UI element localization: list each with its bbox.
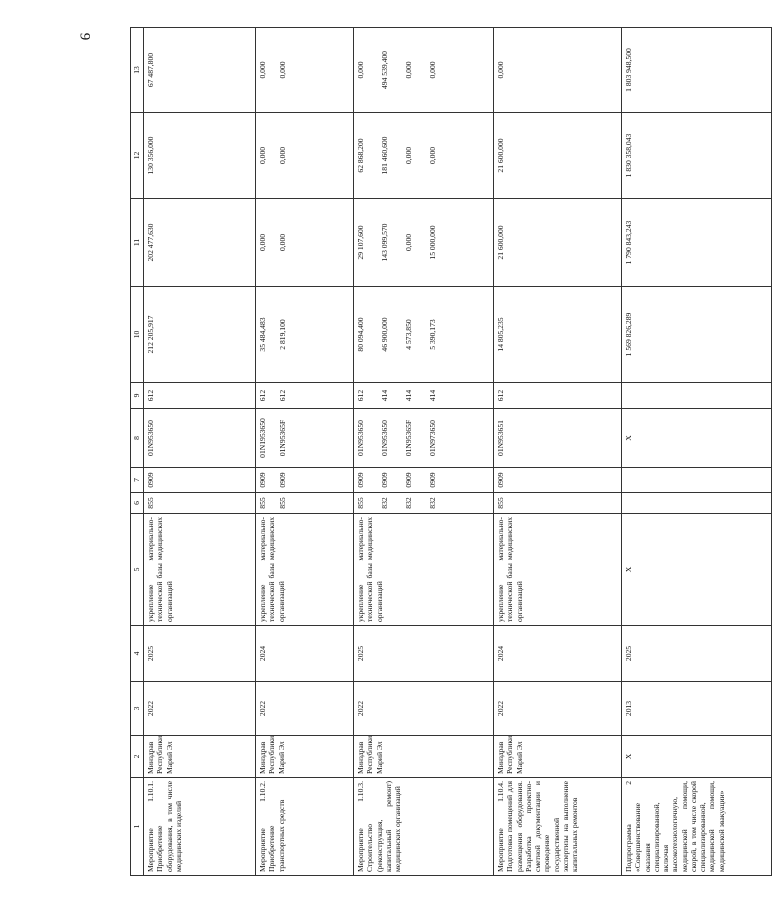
cell-value: 1 803 948,500	[624, 48, 633, 92]
start-year-cell: 2022	[494, 682, 622, 736]
cell-value: 0,000	[428, 146, 437, 165]
activity-name-cell: Подпрограмма 2 «Совершенствование оказания специализированной, включая высокотехнологичную, медицинской помощи, скорой, в том числе скорой специализированной, медицинской помощи, медицинской эвакуации»	[622, 778, 772, 876]
cell-value: 0909	[356, 472, 365, 488]
goal-cell: укрепление материально-технической базы медицинских организаций	[144, 514, 256, 626]
executor-cell: X	[622, 736, 772, 778]
start-year-cell: 2022	[354, 682, 494, 736]
start-year-cell: 2022	[144, 682, 256, 736]
amount-cell	[622, 287, 772, 383]
cell-value: 0909	[496, 472, 505, 488]
amount-cell	[494, 28, 622, 113]
column-header: 9	[131, 383, 144, 409]
amount-cell	[256, 113, 354, 199]
cell-value: 35 484,483	[258, 317, 267, 352]
amount-cell	[494, 113, 622, 199]
cell-value: 14 805,235	[496, 317, 505, 352]
grbs-code-cell	[622, 493, 772, 514]
cell-value: 0,000	[258, 146, 267, 165]
column-header: 11	[131, 199, 144, 287]
table-row	[494, 28, 622, 876]
amount-cell	[256, 28, 354, 113]
cell-value: 01N95365F	[278, 419, 287, 457]
cell-value: 0,000	[496, 61, 505, 79]
cell-value: 1 569 826,289	[624, 312, 633, 357]
cell-value: 01N1953650	[258, 418, 267, 458]
section-code-cell	[354, 468, 494, 493]
goal-cell: укрепление материально-технической базы медицинских организаций	[494, 514, 622, 626]
cell-value: 414	[404, 389, 413, 402]
cell-value: 414	[380, 389, 389, 402]
cell-value: 0,000	[278, 61, 287, 79]
cell-value: 181 460,600	[380, 136, 389, 175]
cell-value: 62 868,200	[356, 138, 365, 173]
header-row	[131, 28, 144, 876]
cell-value: 01N953650	[356, 420, 365, 456]
activity-name-cell: Мероприятие 1.10.1. Приобретение оборудования, в том числе медицинских изделий	[144, 778, 256, 876]
cell-value: 855	[258, 497, 267, 509]
cell-value: 0909	[404, 472, 413, 488]
column-header: 10	[131, 287, 144, 383]
target-article-cell	[144, 409, 256, 468]
cell-value: 855	[356, 497, 365, 509]
cell-value: 0,000	[404, 233, 413, 252]
cell-value: 414	[428, 389, 437, 402]
cell-value: 612	[278, 389, 287, 402]
executor-cell: Минздрав Республики Марий Эл	[354, 736, 494, 778]
target-article-cell	[256, 409, 354, 468]
end-year-cell: 2024	[256, 626, 354, 682]
cell-value: 612	[146, 389, 155, 402]
cell-value: 612	[356, 389, 365, 402]
expense-type-cell	[354, 383, 494, 409]
cell-value: 855	[146, 497, 155, 509]
grbs-code-cell	[494, 493, 622, 514]
cell-value: 01N953650	[146, 420, 155, 456]
cell-value: 855	[496, 497, 505, 509]
cell-value: 143 099,570	[380, 223, 389, 262]
goal-cell: укрепление материально-технической базы медицинских организаций	[256, 514, 354, 626]
cell-value: 2 819,100	[278, 319, 287, 350]
end-year-cell: 2025	[144, 626, 256, 682]
column-header: 7	[131, 468, 144, 493]
amount-cell	[622, 28, 772, 113]
cell-value: 15 000,000	[428, 225, 437, 260]
table-row	[144, 28, 256, 876]
cell-value: 0,000	[428, 61, 437, 79]
cell-value: X	[624, 435, 633, 441]
amount-cell	[354, 113, 494, 199]
cell-value: 202 477,630	[146, 223, 155, 262]
cell-value: 0909	[278, 472, 287, 488]
column-header: 13	[131, 28, 144, 113]
amount-cell	[622, 113, 772, 199]
cell-value: 0,000	[278, 146, 287, 165]
column-header: 4	[131, 626, 144, 682]
cell-value: 494 539,400	[380, 51, 389, 89]
cell-value: 67 487,800	[146, 52, 155, 88]
executor-cell: Минздрав Республики Марий Эл	[256, 736, 354, 778]
amount-cell	[354, 28, 494, 113]
executor-cell: Минздрав Республики Марий Эл	[144, 736, 256, 778]
amount-cell	[144, 113, 256, 199]
cell-value: 0,000	[356, 61, 365, 79]
cell-value: 80 094,400	[356, 317, 365, 352]
cell-value: 1 830 358,043	[624, 133, 633, 178]
amount-cell	[494, 199, 622, 287]
grbs-code-cell	[144, 493, 256, 514]
cell-value: 612	[496, 389, 505, 402]
cell-value: 01N953650	[380, 420, 389, 456]
activity-name-cell: Мероприятие 1.10.2. Приобретение транспортных средств	[256, 778, 354, 876]
cell-value	[624, 386, 644, 405]
grbs-code-cell	[354, 493, 494, 514]
cell-value: 855	[278, 497, 287, 509]
amount-cell	[256, 199, 354, 287]
cell-value: 832	[428, 497, 437, 509]
cell-value	[624, 471, 644, 489]
budget-table	[130, 27, 772, 876]
goal-cell: X	[622, 514, 772, 626]
expense-type-cell	[144, 383, 256, 409]
target-article-cell	[354, 409, 494, 468]
cell-value: 0909	[428, 472, 437, 488]
cell-value: 212 205,917	[146, 315, 155, 354]
activity-name-cell: Мероприятие 1.10.3. Строительство (реконструкция, капитальный ремонт) медицинских организаций	[354, 778, 494, 876]
start-year-cell: 2022	[256, 682, 354, 736]
table-row	[622, 28, 772, 876]
cell-value: 1 790 843,243	[624, 220, 633, 265]
section-code-cell	[256, 468, 354, 493]
amount-cell	[354, 287, 494, 383]
section-code-cell	[622, 468, 772, 493]
cell-value: 0,000	[258, 61, 267, 79]
cell-value: 832	[380, 497, 389, 509]
amount-cell	[494, 287, 622, 383]
column-header: 2	[131, 736, 144, 778]
table-row	[354, 28, 494, 876]
cell-value: 21 600,000	[496, 138, 505, 173]
executor-cell: Минздрав Республики Марий Эл	[494, 736, 622, 778]
start-year-cell: 2013	[622, 682, 772, 736]
end-year-cell: 2025	[354, 626, 494, 682]
amount-cell	[354, 199, 494, 287]
cell-value: 29 107,600	[356, 225, 365, 260]
cell-value: 01N973650	[428, 420, 437, 456]
target-article-cell	[494, 409, 622, 468]
cell-value	[624, 496, 644, 510]
expense-type-cell	[494, 383, 622, 409]
section-code-cell	[494, 468, 622, 493]
cell-value: 130 356,000	[146, 136, 155, 175]
column-header: 3	[131, 682, 144, 736]
cell-value: 0,000	[404, 146, 413, 165]
column-header: 6	[131, 493, 144, 514]
cell-value: 5 390,173	[428, 319, 437, 350]
cell-value: 46 900,000	[380, 317, 389, 352]
grbs-code-cell	[256, 493, 354, 514]
cell-value: 21 600,000	[496, 225, 505, 260]
cell-value: 0,000	[404, 61, 413, 79]
amount-cell	[144, 287, 256, 383]
cell-value: 0909	[258, 472, 267, 488]
column-header: 12	[131, 113, 144, 199]
target-article-cell	[622, 409, 772, 468]
cell-value: 832	[404, 497, 413, 509]
cell-value: 0909	[146, 472, 155, 488]
cell-value: 612	[258, 389, 267, 402]
cell-value: 0,000	[258, 233, 267, 252]
amount-cell	[144, 28, 256, 113]
activity-name-cell: Мероприятие 1.10.4. Подготовка помещений для размещения оборудования. Разработка проектно-сметной документации и проведение государственной экспертизы на выполнение капитальных ремонтов	[494, 778, 622, 876]
cell-value: 01N953651	[496, 420, 505, 456]
table-body	[144, 28, 772, 876]
amount-cell	[622, 199, 772, 287]
column-header: 5	[131, 514, 144, 626]
expense-type-cell	[622, 383, 772, 409]
amount-cell	[144, 199, 256, 287]
section-code-cell	[144, 468, 256, 493]
cell-value: 4 573,850	[404, 319, 413, 350]
table-row	[256, 28, 354, 876]
expense-type-cell	[256, 383, 354, 409]
column-header: 1	[131, 778, 144, 876]
goal-cell: укрепление материально-технической базы медицинских организаций	[354, 514, 494, 626]
cell-value: 01N95365F	[404, 419, 413, 457]
cell-value: 0909	[380, 472, 389, 488]
end-year-cell: 2025	[622, 626, 772, 682]
end-year-cell: 2024	[494, 626, 622, 682]
column-header: 8	[131, 409, 144, 468]
amount-cell	[256, 287, 354, 383]
cell-value: 0,000	[278, 233, 287, 252]
page-number: 9	[76, 32, 93, 41]
